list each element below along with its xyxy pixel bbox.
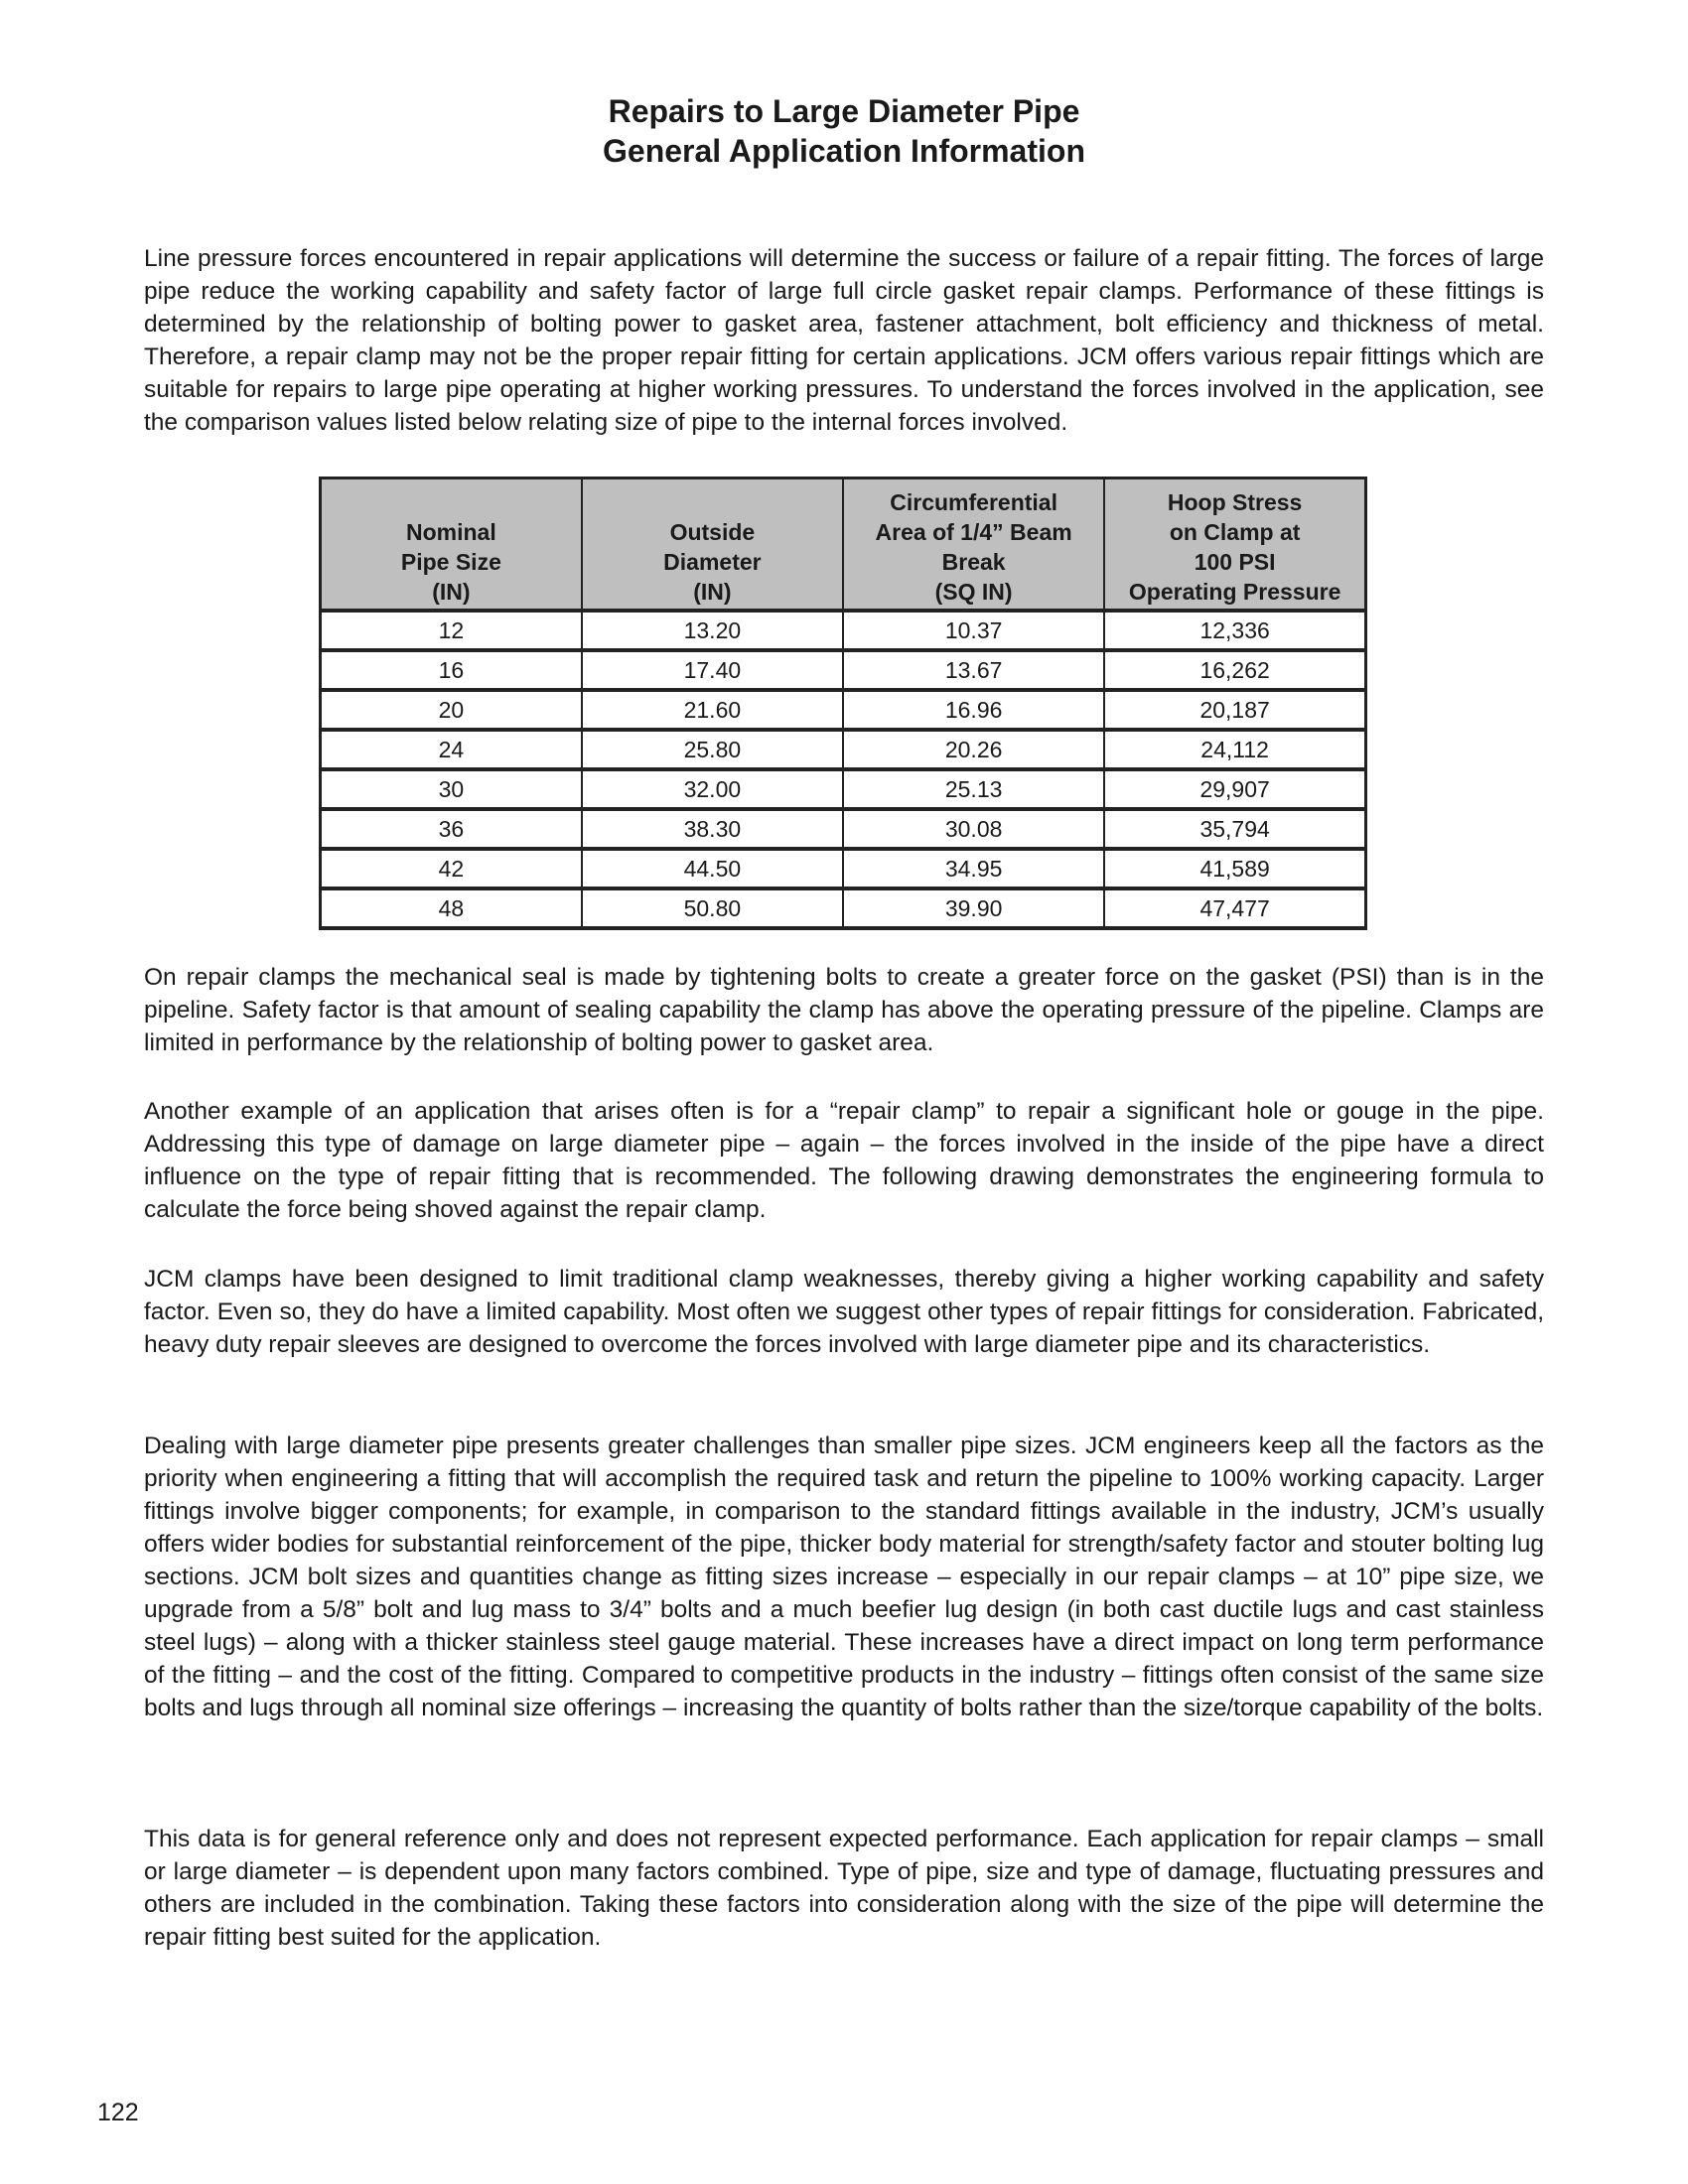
cell-circumferential-area: 16.96 xyxy=(843,690,1104,730)
table-header-row xyxy=(321,478,1366,612)
cell-circumferential-area: 34.95 xyxy=(843,849,1104,888)
cell-hoop-stress: 20,187 xyxy=(1104,690,1365,730)
header-nominal-pipe-size: Nominal Pipe Size (IN) xyxy=(321,478,582,612)
paragraph-large-diameter-challenges: Dealing with large diameter pipe presents greater challenges than smaller pipe sizes. JCM engineers keep all the factors as the priority when engineering a fitting that will accomplish the required task and return the pipeline to 100% working capacity. Larger fittings involve bigger components; for example, in comparison to the standard fittings available in the industry, JCM’s usually offers wider bodies for substantial reinforcement of the pipe, thicker body material for strength/safety factor and stouter bolting lug sections. JCM bolt sizes and quantities change as fitting sizes increase – especially in our repair clamps – at 10” pipe size, we upgrade from a 5/8” bolt and lug mass to 3/4” bolts and a much beefier lug design (in both cast ductile lugs and cast stainless steel lugs) – along with a thicker stainless steel gauge material. These increases have a direct impact on long term performance of the fitting – and the cost of the fitting. Compared to competitive products in the industry – fittings often consist of the same size bolts and lugs through all nominal size offerings – increasing the quantity of bolts rather than the size/torque capability of the bolts. xyxy=(144,1433,1544,1721)
table-row xyxy=(321,769,1366,809)
page-title xyxy=(0,91,1688,171)
title-line-1: Repairs to Large Diameter Pipe xyxy=(608,93,1080,129)
cell-nominal-size: 24 xyxy=(321,730,582,769)
cell-circumferential-area: 25.13 xyxy=(843,769,1104,809)
cell-nominal-size: 42 xyxy=(321,849,582,888)
cell-hoop-stress: 16,262 xyxy=(1104,650,1365,690)
header-outside-diameter: Outside Diameter (IN) xyxy=(582,478,843,612)
header-circumferential-area: Circumferential Area of 1/4” Beam Break (SQ IN) xyxy=(843,478,1104,612)
table-row xyxy=(321,809,1366,849)
paragraph-disclaimer: This data is for general reference only and does not represent expected performance. Each application for repair clamps – small or large diameter – is dependent upon many factors combined. Type of pipe, size and type of damage, fluctuating pressures and others are included in the combination. Taking these factors into consideration along with the size of the pipe will determine the repair fitting best suited for the application. xyxy=(144,1826,1544,1951)
paragraph-mechanical-seal: On repair clamps the mechanical seal is made by tightening bolts to create a greater force on the gasket (PSI) than is in the pipeline. Safety factor is that amount of sealing capability the clamp has above the operating pressure of the pipeline. Clamps are limited in performance by the relationship of bolting power to gasket area. xyxy=(144,964,1544,1056)
pipe-force-table-container xyxy=(319,477,1367,930)
table-row xyxy=(321,650,1366,690)
cell-hoop-stress: 47,477 xyxy=(1104,888,1365,928)
cell-nominal-size: 36 xyxy=(321,809,582,849)
cell-outside-diameter: 50.80 xyxy=(582,888,843,928)
cell-outside-diameter: 21.60 xyxy=(582,690,843,730)
cell-outside-diameter: 44.50 xyxy=(582,849,843,888)
cell-hoop-stress: 29,907 xyxy=(1104,769,1365,809)
table-row xyxy=(321,849,1366,888)
title-line-2: General Application Information xyxy=(603,133,1085,169)
cell-circumferential-area: 39.90 xyxy=(843,888,1104,928)
table-row xyxy=(321,690,1366,730)
table-row xyxy=(321,730,1366,769)
cell-outside-diameter: 32.00 xyxy=(582,769,843,809)
cell-circumferential-area: 20.26 xyxy=(843,730,1104,769)
cell-hoop-stress: 35,794 xyxy=(1104,809,1365,849)
cell-hoop-stress: 24,112 xyxy=(1104,730,1365,769)
cell-circumferential-area: 30.08 xyxy=(843,809,1104,849)
cell-nominal-size: 48 xyxy=(321,888,582,928)
cell-nominal-size: 16 xyxy=(321,650,582,690)
cell-circumferential-area: 10.37 xyxy=(843,611,1104,650)
cell-hoop-stress: 12,336 xyxy=(1104,611,1365,650)
cell-outside-diameter: 38.30 xyxy=(582,809,843,849)
cell-outside-diameter: 13.20 xyxy=(582,611,843,650)
cell-outside-diameter: 17.40 xyxy=(582,650,843,690)
cell-outside-diameter: 25.80 xyxy=(582,730,843,769)
cell-circumferential-area: 13.67 xyxy=(843,650,1104,690)
pipe-force-table xyxy=(319,477,1367,930)
page-number: 122 xyxy=(97,2099,139,2126)
cell-nominal-size: 20 xyxy=(321,690,582,730)
paragraph-intro: Line pressure forces encountered in repair applications will determine the success or failure of a repair fitting. The forces of large pipe reduce the working capability and safety factor of large full circle gasket repair clamps. Performance of these fittings is determined by the relationship of bolting power to gasket area, fastener attachment, bolt efficiency and thickness of metal. Therefore, a repair clamp may not be the proper repair fitting for certain applications. JCM offers various repair fittings which are suitable for repairs to large pipe operating at higher working pressures. To understand the forces involved in the application, see the comparison values listed below relating size of pipe to the internal forces involved. xyxy=(144,245,1544,436)
paragraph-hole-gouge: Another example of an application that arises often is for a “repair clamp” to repair a significant hole or gouge in the pipe. Addressing this type of damage on large diameter pipe – again – the forces involved in the inside of the pipe have a direct influence on the type of repair fitting that is recommended. The following drawing demonstrates the engineering formula to calculate the force being shoved against the repair clamp. xyxy=(144,1098,1544,1223)
cell-nominal-size: 30 xyxy=(321,769,582,809)
cell-hoop-stress: 41,589 xyxy=(1104,849,1365,888)
table-row xyxy=(321,888,1366,928)
table-row xyxy=(321,611,1366,650)
header-hoop-stress: Hoop Stress on Clamp at 100 PSI Operating Pressure xyxy=(1104,478,1365,612)
paragraph-clamp-design: JCM clamps have been designed to limit traditional clamp weaknesses, thereby giving a higher working capability and safety factor. Even so, they do have a limited capability. Most often we suggest other types of repair fittings for consideration. Fabricated, heavy duty repair sleeves are designed to overcome the forces involved with large diameter pipe and its characteristics. xyxy=(144,1266,1544,1358)
cell-nominal-size: 12 xyxy=(321,611,582,650)
